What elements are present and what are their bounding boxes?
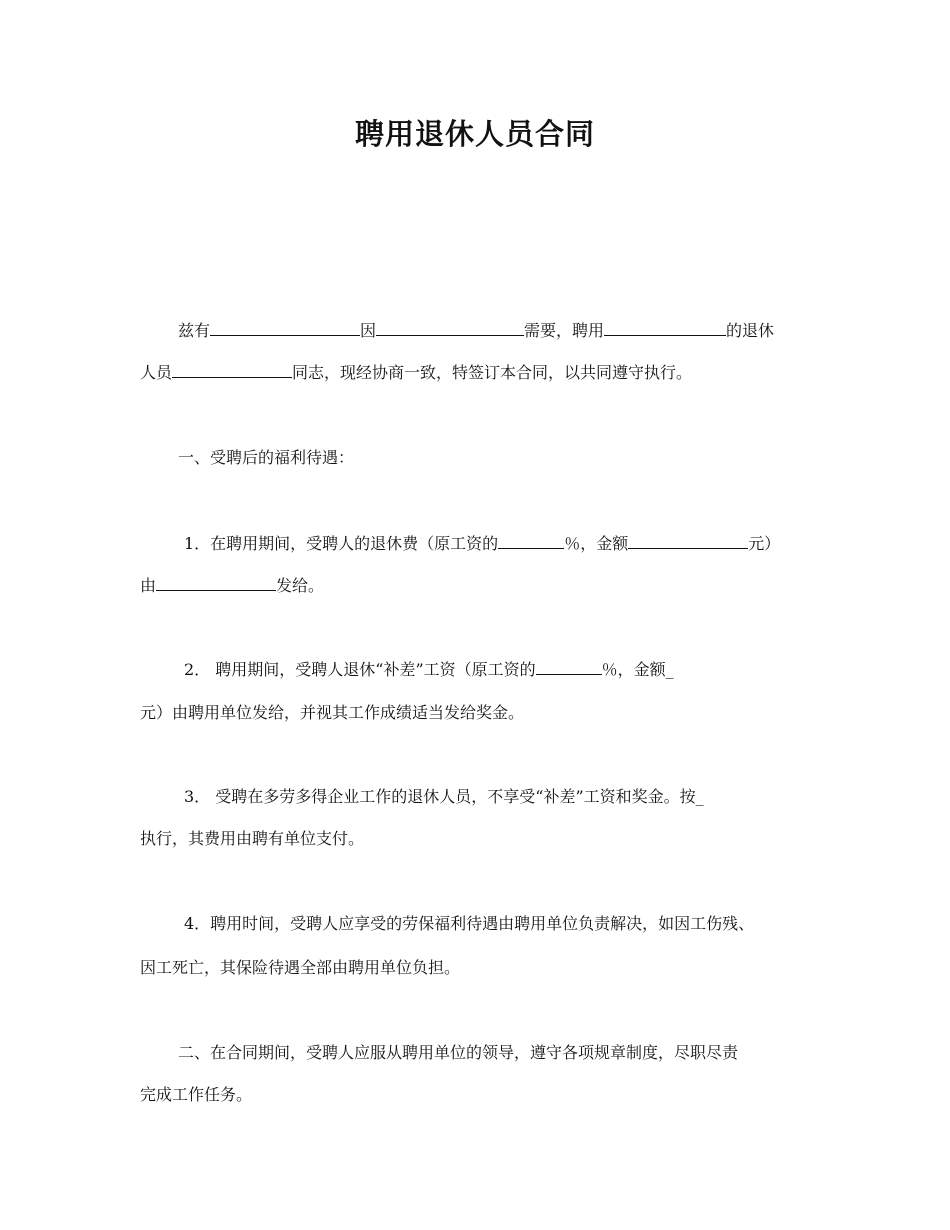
text-segment: 同志，现经协商一致，特签订本合同，以共同遵守执行。	[292, 363, 693, 382]
text-segment: 2． 聘用期间，受聘人退休“补差”工资（原工资的	[184, 660, 536, 679]
text-segment: 的退休	[726, 321, 775, 340]
item-3-line-1: 3． 受聘在多劳多得企业工作的退休人员，不享受“补差”工资和奖金。按_	[184, 787, 704, 806]
text-segment: ％，金额	[564, 534, 629, 553]
section-1-heading: 一、受聘后的福利待遇：	[178, 448, 355, 467]
fill-blank-amount	[628, 533, 748, 549]
fill-blank-percent	[536, 659, 602, 675]
item-1-line-2	[140, 575, 324, 596]
section-2-line-1: 二、在合同期间，受聘人应服从聘用单位的领导，遵守各项规章制度，尽职尽责	[178, 1043, 739, 1062]
text-segment: 1．在聘用期间，受聘人的退休费（原工资的	[184, 534, 499, 553]
fill-blank-reason	[376, 320, 524, 336]
text-segment: 需要，聘用	[524, 321, 605, 340]
intro-line-1	[178, 320, 774, 341]
text-segment: 由	[140, 576, 157, 595]
item-3-line-2: 执行，其费用由聘有单位支付。	[140, 829, 365, 848]
intro-line-2	[140, 362, 692, 383]
fill-blank-retiree-name	[172, 362, 292, 378]
text-segment: 兹有	[178, 321, 211, 340]
item-4-line-1: 4．聘用时间，受聘人应享受的劳保福利待遇由聘用单位负责解决，如因工伤残、	[184, 914, 755, 933]
text-segment: 元）	[748, 534, 781, 553]
text-segment: ％，金额_	[601, 660, 674, 679]
item-4-line-2: 因工死亡，其保险待遇全部由聘用单位负担。	[140, 958, 461, 977]
fill-blank-percent	[498, 533, 564, 549]
text-segment: 发给。	[276, 576, 325, 595]
item-1-line-1	[184, 533, 780, 554]
item-2-line-2: 元）由聘用单位发给，并视其工作成绩适当发给奖金。	[140, 703, 525, 722]
section-2-line-2: 完成工作任务。	[140, 1085, 253, 1104]
text-segment: 人员	[140, 363, 173, 382]
item-2-line-1	[184, 659, 674, 680]
text-segment: 因	[360, 321, 377, 340]
fill-blank-payer	[156, 575, 276, 591]
fill-blank-retiree-unit	[604, 320, 726, 336]
document-title: 聘用退休人员合同	[354, 117, 595, 151]
fill-blank-employer	[210, 320, 360, 336]
